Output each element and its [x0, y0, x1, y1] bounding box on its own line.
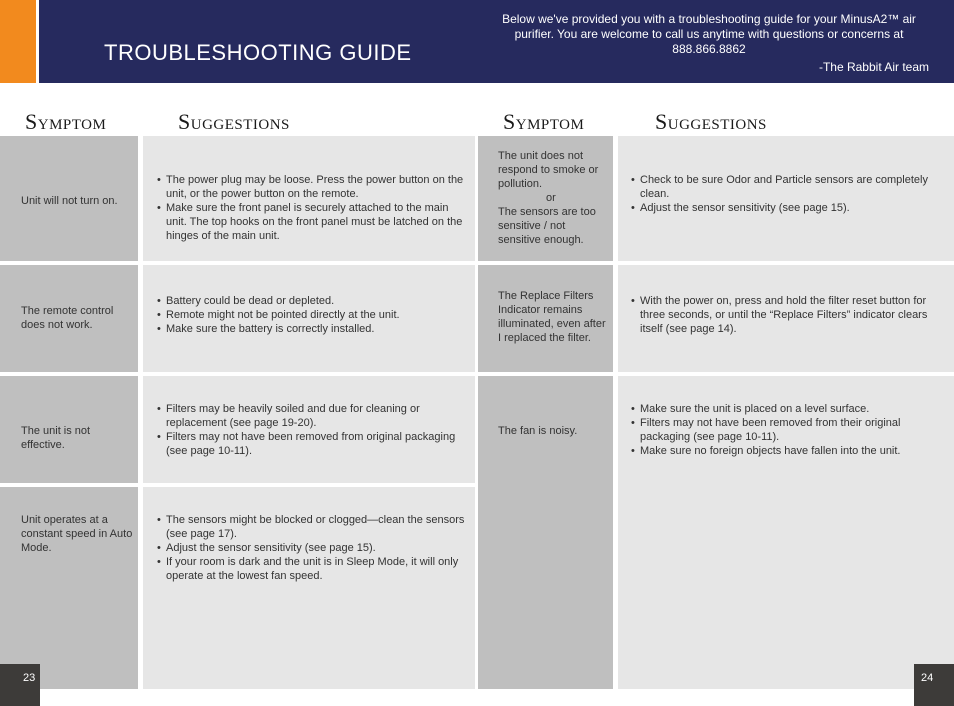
symptom-text: The fan is noisy.	[498, 425, 578, 437]
suggestion-list	[157, 513, 469, 583]
symptom-heading-right: Symptom	[503, 109, 585, 134]
page-number-badge-right	[914, 664, 954, 706]
suggestion-item: • Make sure the unit is placed on a level surface.	[631, 402, 924, 416]
suggestion-item: • Remote might not be pointed directly at the unit.	[157, 308, 469, 322]
accent-bar	[0, 0, 36, 83]
symptom-cell	[0, 265, 138, 372]
symptom-cell	[478, 265, 613, 372]
intro-text: Below we've provided you with a troubleshooting guide for your MinusA2™ air purifier. You are welcome to call us anytime with questions or concerns at 888.866.8862	[502, 12, 916, 56]
symptom-cell	[478, 136, 613, 261]
symptom-heading-left: Symptom	[25, 109, 107, 134]
symptom-cell	[0, 136, 138, 261]
suggestion-item: • Make sure the front panel is securely attached to the main unit. The top hooks on the front panel must be latched on the hinges of the main unit.	[157, 201, 469, 243]
suggestion-cell	[618, 376, 954, 689]
suggestion-list	[631, 294, 930, 336]
header-banner	[0, 0, 954, 83]
suggestion-item: • Make sure the battery is correctly installed.	[157, 322, 469, 336]
symptom-text: The unit is not effective.	[21, 425, 91, 451]
suggestion-list	[157, 173, 469, 243]
symptom-cell	[0, 487, 138, 689]
suggestions-heading-right: Suggestions	[655, 109, 767, 134]
symptom-text-b: The sensors are too sensitive / not sensitive enough.	[498, 206, 596, 246]
symptom-cell	[478, 376, 613, 689]
suggestion-cell	[143, 136, 475, 261]
symptom-text: Unit operates at a constant speed in Auto Mode.	[21, 514, 133, 554]
page-title: TROUBLESHOOTING GUIDE	[104, 40, 412, 65]
suggestion-cell	[143, 265, 475, 372]
suggestion-list	[157, 402, 469, 458]
symptom-text	[498, 149, 607, 247]
suggestion-list	[157, 294, 469, 336]
suggestion-item: • Check to be sure Odor and Particle sensors are completely clean.	[631, 173, 934, 201]
suggestion-item: • Filters may be heavily soiled and due for cleaning or replacement (see page 19-20).	[157, 402, 469, 430]
symptom-or: or	[546, 192, 556, 204]
suggestion-item: • The sensors might be blocked or clogged—clean the sensors (see page 17).	[157, 513, 469, 541]
suggestion-item: • Filters may not have been removed from original packaging (see page 10-11).	[157, 430, 469, 458]
suggestion-item: • If your room is dark and the unit is in Sleep Mode, it will only operate at the lowest fan speed.	[157, 555, 469, 583]
suggestion-item: • Adjust the sensor sensitivity (see page 15).	[631, 201, 934, 215]
suggestion-cell	[143, 376, 475, 483]
suggestions-heading-left: Suggestions	[178, 109, 290, 134]
symptom-cell	[0, 376, 138, 483]
symptom-text: The remote control does not work.	[21, 305, 114, 331]
suggestion-item: • Filters may not have been removed from their original packaging (see page 10-11).	[631, 416, 924, 444]
suggestion-item: • Battery could be dead or depleted.	[157, 294, 469, 308]
suggestion-item: • The power plug may be loose. Press the power button on the unit, or the power button on the remote.	[157, 173, 469, 201]
symptom-text: Unit will not turn on.	[21, 195, 118, 207]
suggestion-item: • Make sure no foreign objects have fallen into the unit.	[631, 444, 924, 458]
symptom-text-a: The unit does not respond to smoke or pollution.	[498, 150, 599, 190]
accent-divider	[36, 0, 39, 83]
suggestion-cell	[143, 487, 475, 689]
suggestion-cell	[618, 265, 954, 372]
suggestion-list	[631, 173, 934, 215]
page-number-badge-left	[0, 664, 40, 706]
symptom-text: The Replace Filters Indicator remains illuminated, even after I replaced the filter.	[498, 290, 606, 344]
suggestion-item: • Adjust the sensor sensitivity (see page 15).	[157, 541, 469, 555]
signature: -The Rabbit Air team	[818, 60, 929, 74]
suggestion-cell	[618, 136, 954, 261]
page-number-left: 23	[23, 672, 36, 684]
page-number-right: 24	[921, 672, 934, 684]
suggestion-item: • With the power on, press and hold the filter reset button for three seconds, or until the “Replace Filters” indicator clears itself (see page 14).	[631, 294, 930, 336]
suggestion-list	[631, 402, 924, 458]
